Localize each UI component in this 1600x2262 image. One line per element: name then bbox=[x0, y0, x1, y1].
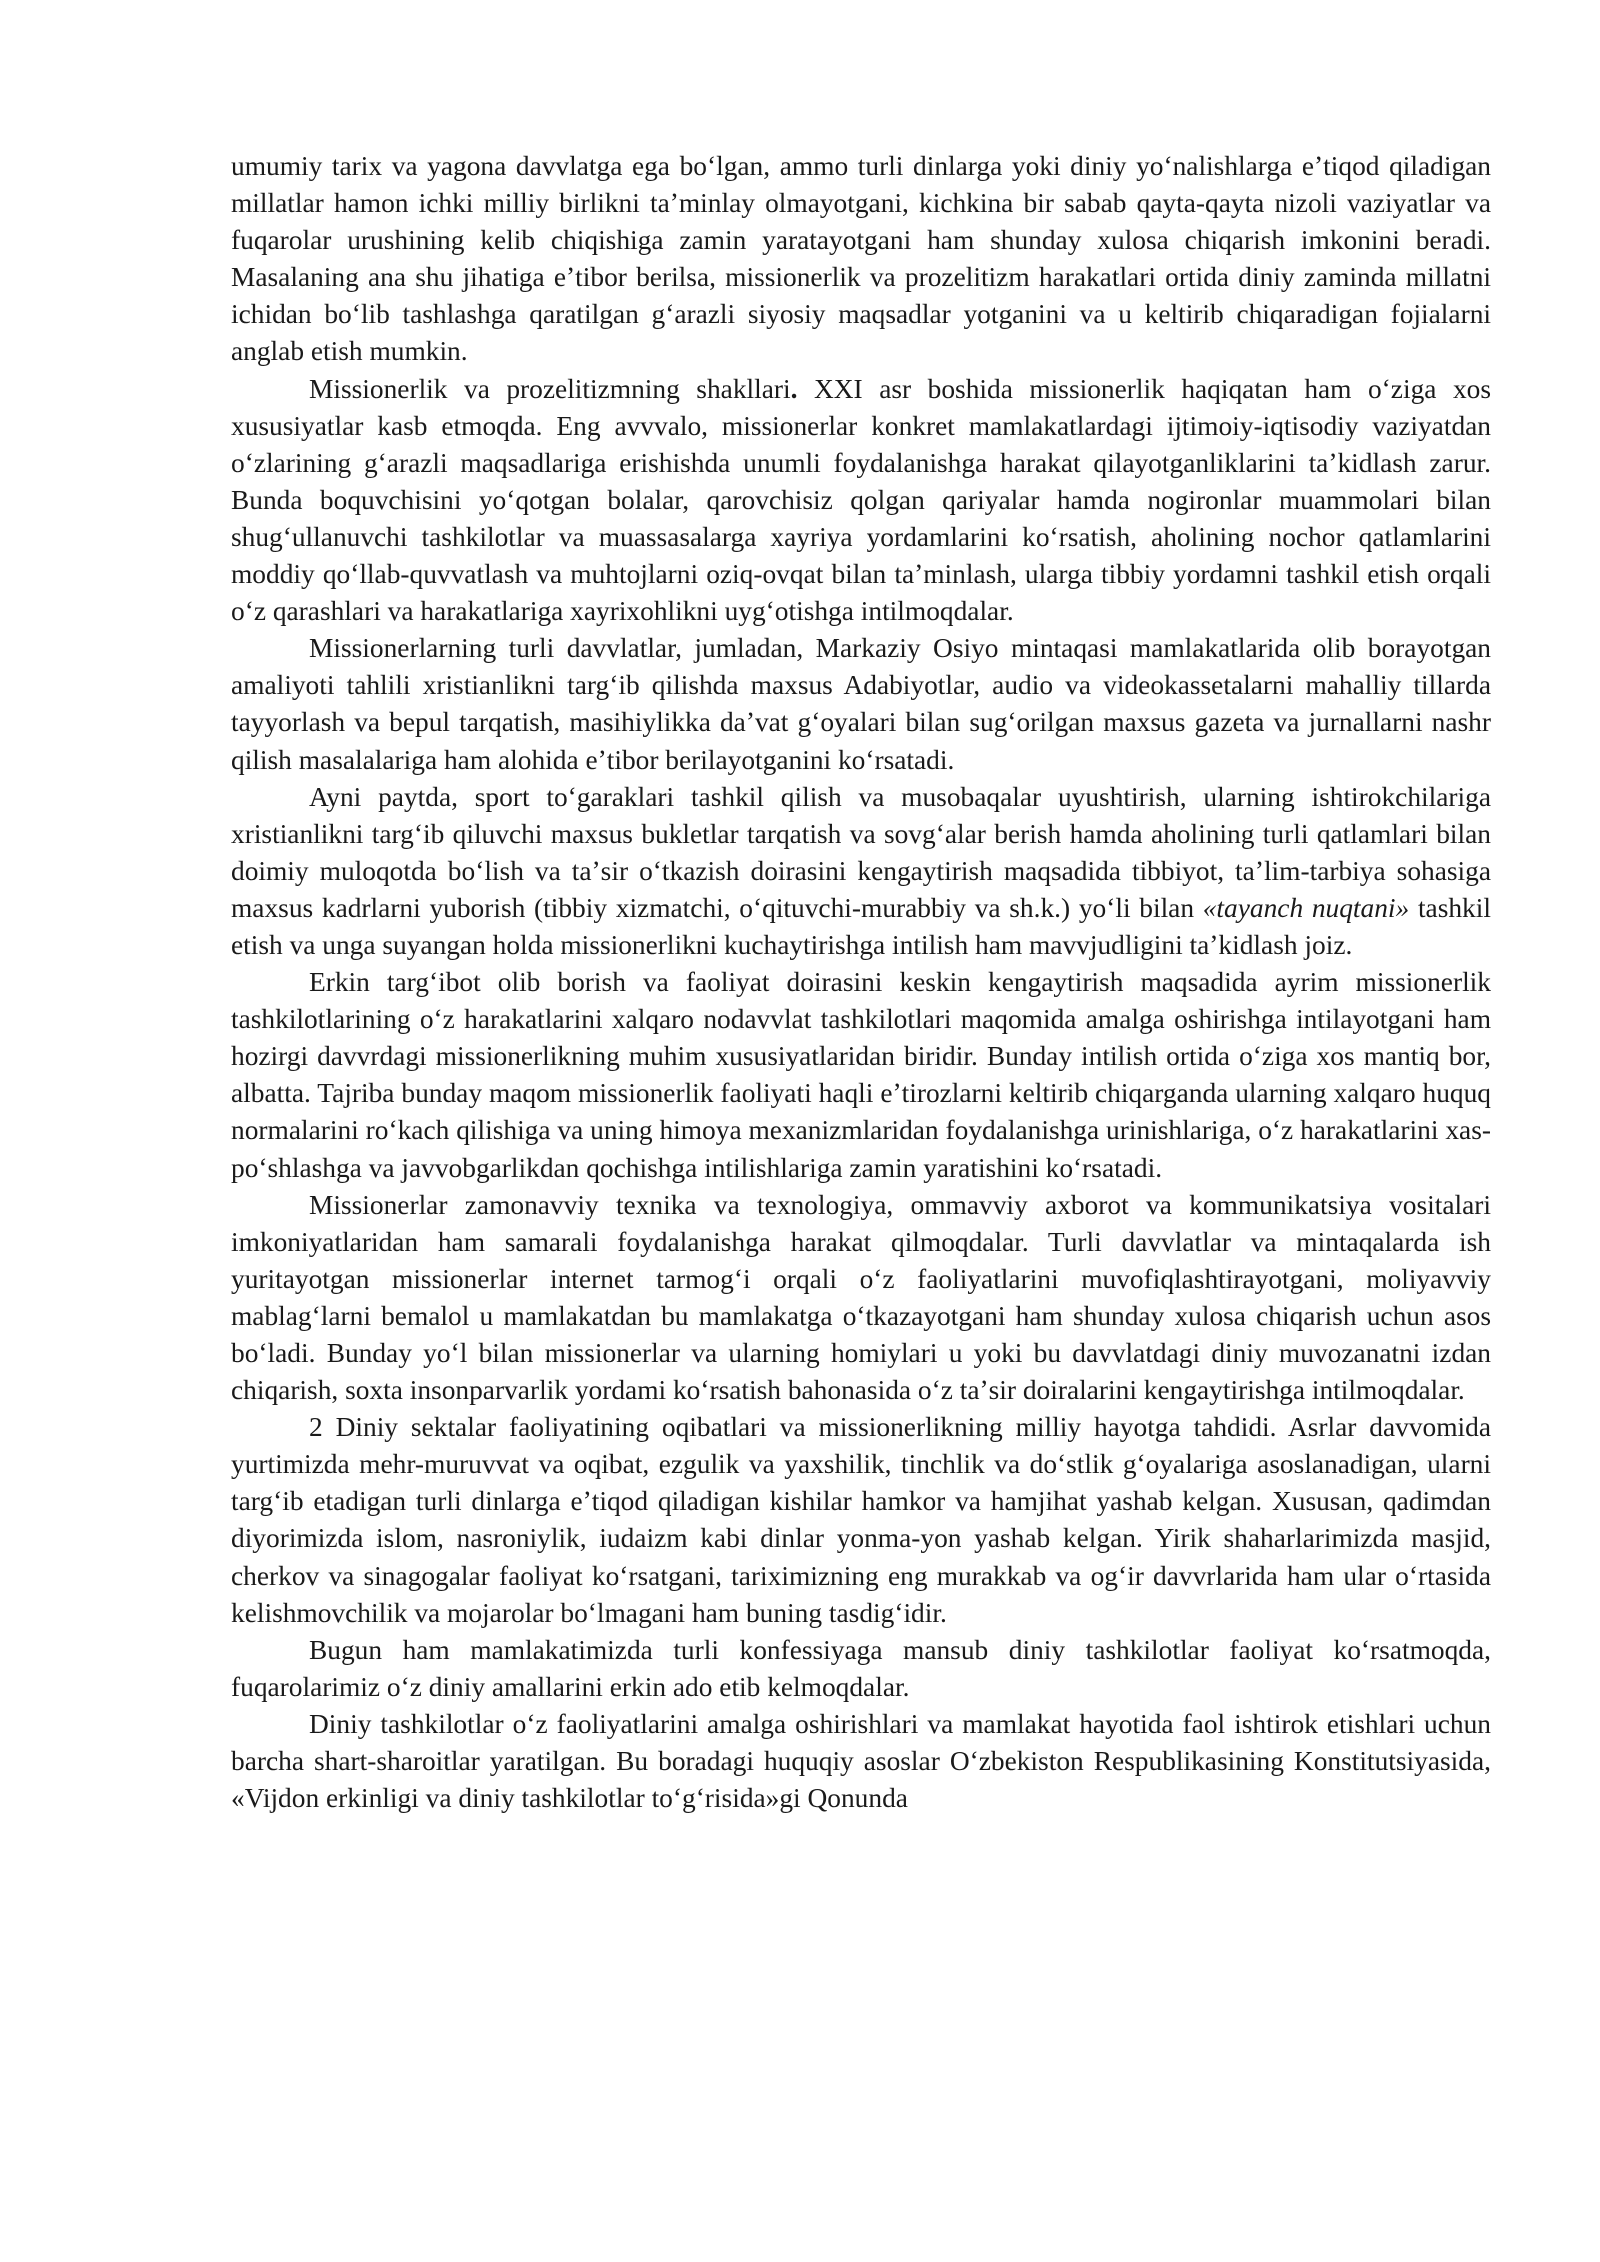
paragraph-6 bbox=[231, 1187, 1491, 1410]
paragraph-2 bbox=[231, 371, 1491, 631]
paragraph-text: 2 Diniy sektalar faoliyatining oqibatlari va missionerlikning milliy hayotga tahdidi. Asrlar davvomida yurtimizda mehr-muruvvat va oqibat, ezgulik va yaxshilik, tinchlik va doʻstlik gʻoyalariga asoslanadigan, ularni targʻib etadigan turli dinlarga eʼtiqod qiladigan kishilar hamkor va hamjihat yashab kelgan. Xususan, qadimdan diyorimizda islom, nasroniylik, iudaizm kabi dinlar yonma-yon yashab kelgan. Yirik shaharlarimizda masjid, cherkov va sinagogalar faoliyat koʻrsatgani, tariximizning eng murakkab va ogʻir davvrlarida ham ular oʻrtasida kelishmovchilik va mojarolar boʻlmagani ham buning tasdigʻidir. bbox=[231, 1412, 1491, 1628]
paragraph-4 bbox=[231, 779, 1491, 964]
section-heading: Missionerlik va prozelitizmning shakllari bbox=[309, 373, 791, 404]
paragraph-9 bbox=[231, 1706, 1491, 1817]
paragraph-text: Missionerlar zamonavviy texnika va texnologiya, ommavviy axborot va kommunikatsiya vositalari imkoniyatlaridan ham samarali foydalanishga harakat qilmoqdalar. Turli davvlatlar va mintaqalarda ish yuritayotgan missionerlar internet tarmogʻi orqali oʻz faoliyatlarini muvofiqlashtirayotgani, moliyavviy mablagʻlarni bemalol u mamlakatdan bu mamlakatga oʻtkazayotgani ham shunday xulosa chiqarish uchun asos boʻladi. Bunday yoʻl bilan missionerlar va ularning homiylari u yoki bu davvlatdagi diniy muvozanatni izdan chiqarish, soxta insonparvarlik yordami koʻrsatish bahonasida oʻz taʼsir doiralarini kengaytirishga intilmoqdalar. bbox=[231, 1189, 1491, 1406]
paragraph-text: Diniy tashkilotlar oʻz faoliyatlarini amalga oshirishlari va mamlakat hayotida faol ishtirok etishlari uchun barcha shart-sharoitlar yaratilgan. Bu boradagi huquqiy asoslar Oʻzbekiston Respublikasining Konstitutsiyasida, «Vijdon erkinligi va diniy tashkilotlar toʻgʻrisida»gi Qonunda bbox=[231, 1708, 1491, 1814]
paragraph-8 bbox=[231, 1632, 1491, 1706]
paragraph-text: umumiy tarix va yagona davvlatga ega boʻlgan, ammo turli dinlarga yoki diniy yoʻnalishlarga eʼtiqod qiladigan millatlar hamon ichki milliy birlikni taʼminlay olmayotgani, kichkina bir sabab qayta-qayta nizoli vaziyatlar va fuqarolar urushining kelib chiqishiga zamin yaratayotgani ham shunday xulosa chiqarish imkonini beradi. Masalaning ana shu jihatiga eʼtibor berilsa, missionerlik va prozelitizm harakatlari ortida diniy zaminda millatni ichidan boʻlib tashlashga qaratilgan gʻarazli siyosiy maqsadlar yotganini va u keltirib chiqaradigan fojialarni anglab etish mumkin. bbox=[231, 151, 1491, 367]
paragraph-text: XXI asr boshida missionerlik haqiqatan ham oʻziga xos xususiyatlar kasb etmoqda. Eng avvvalo, missionerlar konkret mamlakatlardagi ijtimoiy-iqtisodiy vaziyatdan oʻzlarining gʻarazli maqsadlariga erishishda unumli foydalanishga harakat qilayotganliklarini taʼkidlash zarur. Bunda boquvchisini yoʻqotgan bolalar, qarovchisiz qolgan qariyalar hamda nogironlar muammolari bilan shugʻullanuvchi tashkilotlar va muassasalarga xayriya yordamlarini koʻrsatish, aholining nochor qatlamlarini moddiy qoʻllab-quvvatlash va muhtojlarni oziq-ovqat bilan taʼminlash, ularga tibbiy yordamni tashkil etish orqali oʻz qarashlari va harakatlariga xayrixohlikni uygʻotishga intilmoqdalar. bbox=[231, 373, 1491, 627]
paragraph-7 bbox=[231, 1409, 1491, 1632]
italic-phrase: «tayanch nuqtani» bbox=[1202, 892, 1410, 923]
paragraph-text: Missionerlarning turli davvlatlar, jumladan, Markaziy Osiyo mintaqasi mamlakatlarida olib borayotgan amaliyoti tahlili xristianlikni targʻib qilishda maxsus Adabiyotlar, audio va videokassetalarni mahalliy tillarda tayyorlash va bepul tarqatish, masihiylikka daʼvat gʻoyalari bilan sugʻorilgan maxsus gazeta va jurnallarni nashr qilish masalalariga ham alohida eʼtibor berilayotganini koʻrsatadi. bbox=[231, 633, 1491, 775]
paragraph-text: Bugun ham mamlakatimizda turli konfessiyaga mansub diniy tashkilotlar faoliyat koʻrsatmoqda, fuqarolarimiz oʻz diniy amallarini erkin ado etib kelmoqdalar. bbox=[231, 1634, 1491, 1702]
paragraph-text: tashkil etish va unga suyangan holda missionerlikni kuchaytirishga intilish ham mavvjudligini taʼkidlash joiz. bbox=[231, 892, 1491, 960]
paragraph-1 bbox=[231, 148, 1491, 371]
heading-period: . bbox=[790, 373, 798, 404]
paragraph-text: Ayni paytda, sport toʻgaraklari tashkil qilish va musobaqalar uyushtirish, ularning ishtirokchilariga xristianlikni targʻib qiluvchi maxsus bukletlar tarqatish va sovgʻalar berish hamda aholining turli qatlamlari bilan doimiy muloqotda boʻlish va taʼsir oʻtkazish doirasini kengaytirish maqsadida tibbiyot, taʼlim-tarbiya sohasiga maxsus kadrlarni yuborish (tibbiy xizmatchi, oʻqituvchi-murabbiy va sh.k.) yoʻli bilan bbox=[231, 781, 1491, 923]
paragraph-text: Erkin targʻibot olib borish va faoliyat doirasini keskin kengaytirish maqsadida ayrim missionerlik tashkilotlarining oʻz harakatlarini xalqaro nodavvlat tashkilotlari maqomida amalga oshirishga intilayotgani ham hozirgi davvrdagi missionerlikning muhim xususiyatlaridan biridir. Bunday intilish ortida oʻziga xos mantiq bor, albatta. Tajriba bunday maqom missionerlik faoliyati haqli eʼtirozlarni keltirib chiqarganda ularning xalqaro huquq normalarini roʻkach qilishiga va uning himoya mexanizmlaridan foydalanishga urinishlariga, oʻz harakatlarini xas-poʻshlashga va javvobgarlikdan qochishga intilishlariga zamin yaratishini koʻrsatadi. bbox=[231, 967, 1491, 1183]
paragraph-5 bbox=[231, 964, 1491, 1187]
document-page bbox=[231, 148, 1491, 1817]
paragraph-3 bbox=[231, 630, 1491, 778]
